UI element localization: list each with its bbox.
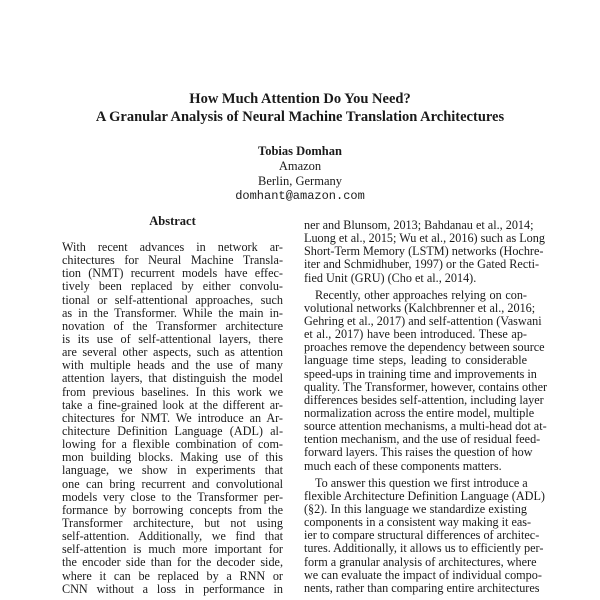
text-line: mon building blocks. Making use of this bbox=[62, 450, 283, 465]
text-line: are several other aspects, such as attention bbox=[62, 345, 283, 360]
text-line: differences besides self-attention, including layer bbox=[304, 392, 544, 407]
text-line: is its use of self-attentional layers, there bbox=[62, 331, 283, 346]
text-line: as in the Transformer. While the main in- bbox=[62, 305, 283, 320]
text-line: models very close to the Transformer per- bbox=[62, 489, 283, 504]
abstract-body bbox=[62, 241, 283, 596]
text-line: with multiple heads and the use of many bbox=[62, 358, 283, 373]
author-name: Tobias Domhan bbox=[258, 144, 342, 158]
text-line: Transformer architecture, but not using bbox=[62, 515, 283, 530]
author-email: domhant@amazon.com bbox=[235, 189, 365, 203]
text-line: much each of these components matters. bbox=[304, 458, 502, 473]
text-line: tures. Additionally, it allows us to efficiently per- bbox=[304, 541, 544, 556]
text-line: source attention mechanisms, a multi-head dot at- bbox=[304, 419, 547, 434]
text-line: novation of the Transformer architecture bbox=[62, 318, 283, 333]
abstract-heading: Abstract bbox=[149, 214, 196, 228]
text-line: forward layers. This raises the question of how bbox=[304, 445, 533, 460]
text-line: volutional networks (Kalchbrenner et al., 2016; bbox=[304, 300, 536, 315]
text-line: fied Unit (GRU) (Cho et al., 2014). bbox=[304, 270, 477, 285]
text-line: where it can be replaced by a RNN or bbox=[62, 568, 283, 583]
text-line: Recently, other approaches relying on con- bbox=[315, 287, 527, 302]
text-line: the encoder side than for the decoder side, bbox=[62, 555, 283, 570]
text-line: take a fine-grained look at the different ar- bbox=[62, 397, 283, 412]
text-line: from previous baselines. In this work we bbox=[62, 384, 283, 399]
text-line: tional or self-attentional approaches, such bbox=[62, 292, 283, 307]
text-line: proaches remove the dependency between source bbox=[304, 340, 545, 355]
text-line: normalization across the entire model, multiple bbox=[304, 405, 535, 420]
text-line: flexible Architecture Definition Language (ADL) bbox=[304, 488, 545, 503]
text-line: self-attention is much more important for bbox=[62, 542, 283, 557]
text-line: CNN without a loss in performance in bbox=[62, 581, 283, 596]
text-line: (§2). In this language we standardize existing bbox=[304, 501, 527, 516]
text-line: form a granular analysis of architectures, where bbox=[304, 554, 537, 569]
introduction-body bbox=[304, 218, 548, 595]
text-line: speed-ups in training time and improvements in bbox=[304, 366, 537, 381]
text-line: lowing for a flexible combination of com- bbox=[62, 437, 283, 452]
text-line: chitectures for Neural Machine Transla- bbox=[62, 253, 283, 268]
paragraph bbox=[304, 218, 545, 285]
author-affiliation: Amazon bbox=[278, 159, 322, 173]
text-line: Gehring et al., 2017) and self-attention (Vaswani bbox=[304, 313, 542, 328]
text-line: attention layers, that distinguish the model bbox=[62, 371, 283, 386]
text-line: ier to compare structural differences of architec- bbox=[304, 528, 540, 543]
text-line: language, we show in experiments that bbox=[62, 463, 283, 478]
text-line: chitectures for NMT. We introduce an Ar- bbox=[62, 410, 283, 425]
text-line: language time steps, leading to considerable bbox=[304, 353, 527, 368]
text-line: components in a consistent way making it eas- bbox=[304, 515, 532, 530]
text-line: one can bring recurrent and convolutional bbox=[62, 476, 283, 491]
paper-title-line-2: A Granular Analysis of Neural Machine Translation Architectures bbox=[95, 109, 505, 125]
text-line: To answer this question we first introduce a bbox=[315, 475, 528, 490]
text-line: With recent advances in network ar- bbox=[62, 240, 283, 254]
text-line: self-attention. Additionally, we find that bbox=[62, 529, 283, 544]
text-line: tention mechanism, and the use of residual feed- bbox=[304, 432, 541, 447]
text-line: iter and Schmidhuber, 1997) or the Gated Recti- bbox=[304, 257, 540, 272]
text-line: we can evaluate the impact of individual compo- bbox=[304, 567, 542, 582]
paragraph bbox=[304, 475, 545, 595]
text-line: quality. The Transformer, however, contains other bbox=[304, 379, 548, 394]
text-line: et al., 2017) have been introduced. These ap- bbox=[304, 327, 527, 342]
text-line: chitecture Definition Language (ADL) al- bbox=[62, 423, 283, 438]
text-line: tively been replaced by either convolu- bbox=[62, 279, 283, 294]
text-line: nents, rather than comparing entire architectures bbox=[304, 580, 540, 595]
paragraph bbox=[304, 287, 548, 473]
text-line: formance by borrowing concepts from the bbox=[62, 502, 283, 517]
author-location: Berlin, Germany bbox=[257, 174, 342, 188]
text-line: Luong et al., 2015; Wu et al., 2016) such as Long bbox=[304, 231, 545, 246]
paper-title-line-1: How Much Attention Do You Need? bbox=[189, 91, 411, 107]
text-line: Short-Term Memory (LSTM) networks (Hochre- bbox=[304, 244, 544, 259]
text-line: tion (NMT) recurrent models have effec- bbox=[62, 266, 283, 281]
text-line: ner and Blunsom, 2013; Bahdanau et al., 2014; bbox=[304, 218, 534, 232]
